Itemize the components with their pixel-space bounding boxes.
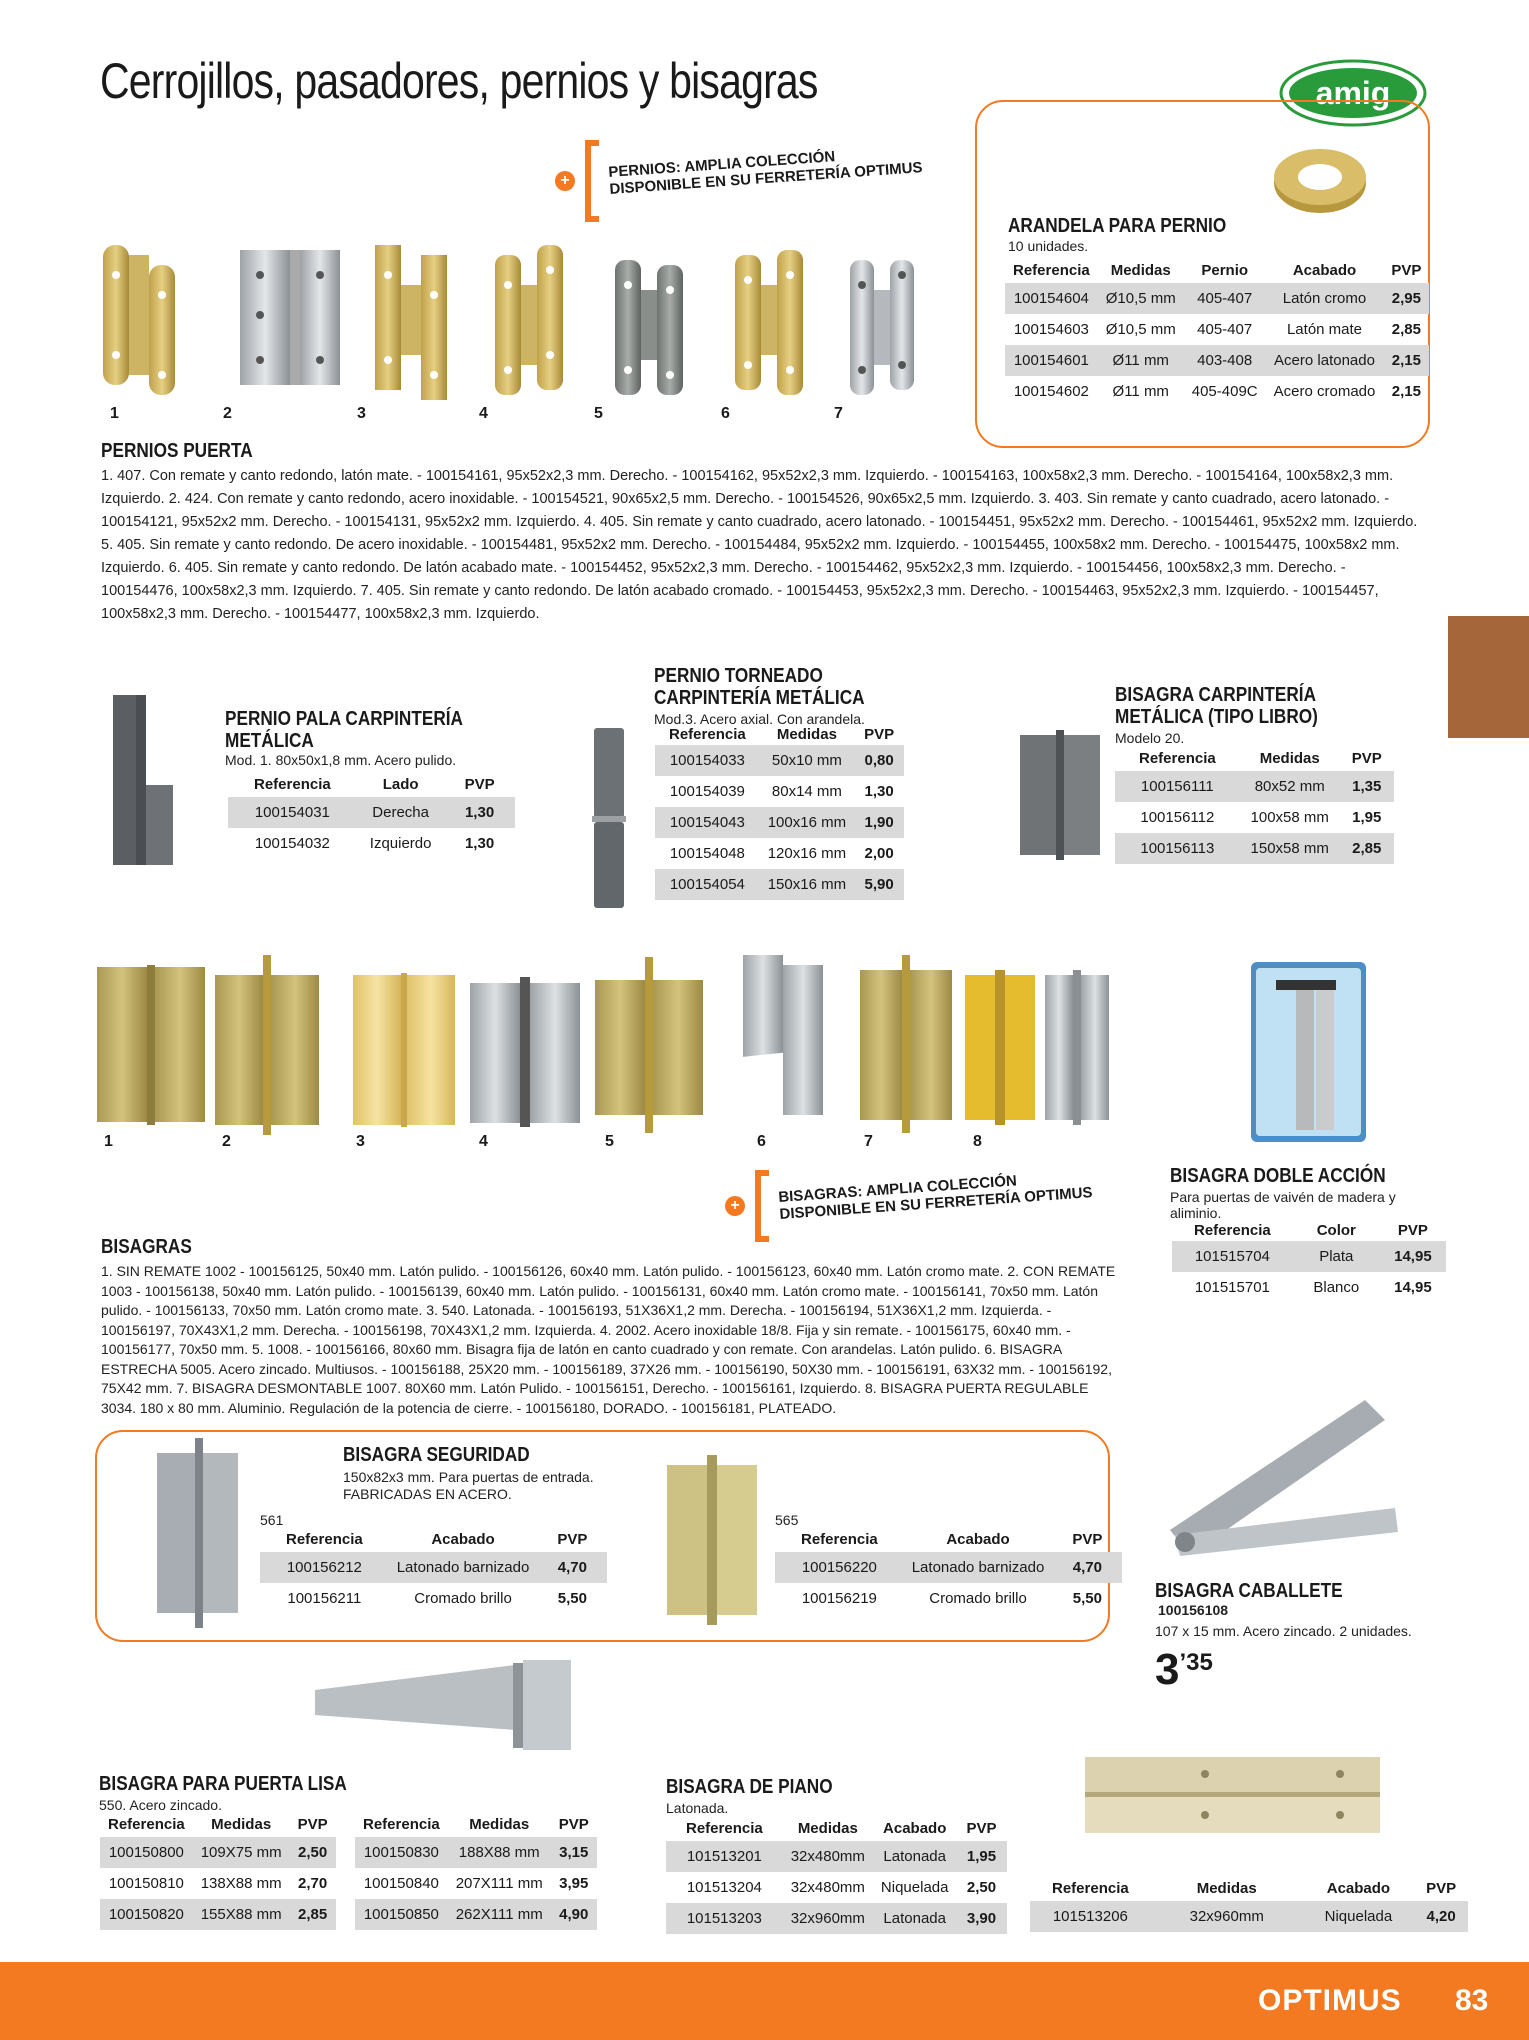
table-row: 100150800 109X75 mm 2,50: [100, 1837, 336, 1868]
pernio-torneado-table: [655, 724, 904, 900]
table-row: 100154048 120x16 mm 2,00: [669, 845, 894, 862]
plus-icon: +: [725, 1196, 745, 1216]
pernios-note-text: PERNIOS: AMPLIA COLECCIÓN DISPONIBLE EN SU FERRETERÍA OPTIMUS: [607, 148, 924, 198]
bisagras-note-text: BISAGRAS: AMPLIA COLECCIÓN DISPONIBLE EN SU FERRETERÍA OPTIMUS: [777, 1172, 1094, 1223]
table-row: 100154602 Ø11 mm 405-409C Acero cromado 2,15: [1013, 383, 1421, 400]
pernio-pala-sub: Mod. 1. 80x50x1,8 mm. Acero pulido.: [225, 752, 457, 768]
doble-accion-image: [1246, 960, 1371, 1145]
pernio-pala-title: PERNIO PALA CARPINTERÍA METÁLICA: [225, 708, 463, 752]
price-integer: 3: [1155, 1645, 1180, 1694]
table-row: 101513203 32x960mm Latonada 3,90: [666, 1903, 1007, 1934]
bisagra-number: 7: [864, 1133, 873, 1150]
seguridad-model-565: 565: [775, 1512, 799, 1528]
piano-table-2: [1030, 1876, 1468, 1932]
arandela-table: [1005, 258, 1429, 407]
caballete-price: [1155, 1645, 1213, 1695]
piano-table-1: [666, 1816, 1007, 1934]
table-header: Referencia Medidas PVP: [363, 1816, 589, 1833]
svg-text:amig: amig: [1315, 75, 1391, 111]
puerta-lisa-image: [310, 1655, 575, 1755]
table-row: 101513206 32x960mm Niquelada 4,20: [1030, 1901, 1468, 1932]
puerta-lisa-sub: 550. Acero zincado.: [99, 1797, 222, 1813]
bisagras-note: [725, 1170, 1099, 1242]
table-header: Referencia Medidas Pernio Acabado PVP: [1013, 262, 1422, 279]
bisagra-number: 8: [973, 1133, 982, 1150]
table-header: Referencia Medidas PVP: [1139, 750, 1382, 767]
bisagras-desc: 1. SIN REMATE 1002 - 100156125, 50x40 mm. Latón pulido. - 100156126, 60x40 mm. Latón pulido. - 100156123, 60x40 mm. Latón cromo mate. 2. CON REMATE 1003 - 100156138, 50x40 mm. Latón pulido. - 100156139, 60x40 mm. Latón pulido. - 100156131, 60x40 mm. Latón cromo mate. - 100156141, 70x50 mm. Latón pulido. - 100156133, 70x50 mm. Latón cromo mate. 3. 540. Latonada. - 100156193, 51X36X1,2 mm. Derecha. - 100156194, 51X36X1,2 mm. Izquierda. - 100156197, 70X43X1,2 mm. Derecha. - 100156198, 70X43X1,2 mm. Izquierda. 4. 2002. Acero inoxidable 18/8. Fija y sin remate. - 100156175, 60x40 mm. - 100156177, 70x50 mm. 5. 1008. - 100156166, 80x60 mm. Bisagra fija de latón en canto cuadrado y con remate. Con arandelas. Latón pulido. 6. BISAGRA ESTRECHA 5005. Acero zincado. Multiusos. - 100156188, 25X20 mm. - 100156189, 37X26 mm. - 100156190, 50X30 mm. - 100156191, 63X32 mm. - 100156192, 75X42 mm. 7. BISAGRA DESMONTABLE 1007. 80X60 mm. Latón Pulido. - 100156151, Derecho. - 100156161, Izquierdo. 8. BISAGRA PUERTA REGULABLE 3034. 180 x 80 mm. Aluminio. Regulación de la potencia de cierre. - 100156180, DORADO. - 100156181, PLATEADO.: [101, 1263, 1116, 1416]
pernio-number: 1: [110, 405, 119, 422]
doble-accion-table: [1172, 1220, 1446, 1303]
bisagra-libro-table: [1115, 746, 1394, 864]
doble-accion-sub: Para puertas de vaivén de madera y aliminio.: [1170, 1189, 1396, 1221]
table-row: 100154043 100x16 mm 1,90: [655, 807, 904, 838]
seguridad-sub1: 150x82x3 mm. Para puertas de entrada.: [343, 1469, 594, 1485]
price-decimal: ’35: [1179, 1649, 1213, 1676]
table-row: 100154032 Izquierdo 1,30: [254, 835, 495, 852]
table-header: Referencia Medidas Acabado PVP: [686, 1820, 997, 1837]
seguridad-561-table: [260, 1527, 607, 1614]
seguridad-title: BISAGRA SEGURIDAD: [343, 1444, 530, 1466]
pernio-torneado-image: [592, 728, 626, 908]
table-row: 100156211 Cromado brillo 5,50: [287, 1590, 587, 1607]
table-row: 100150830 188X88 mm 3,15: [355, 1837, 597, 1868]
pernios-note: [555, 140, 929, 222]
doble-accion-title: BISAGRA DOBLE ACCIÓN: [1170, 1165, 1386, 1187]
bisagras-images: [95, 955, 1120, 1135]
table-row: 100156212 Latonado barnizado 4,70: [260, 1552, 607, 1583]
arandela-sub: 10 unidades.: [1008, 238, 1089, 254]
table-header: Referencia Acabado PVP: [801, 1531, 1103, 1548]
arandela-title: ARANDELA PARA PERNIO: [1008, 215, 1227, 237]
bracket-icon: [755, 1170, 769, 1242]
section-tab: [1448, 616, 1529, 738]
caballete-image: [1160, 1390, 1410, 1560]
table-header: Referencia Lado PVP: [254, 776, 495, 793]
bisagra-number: 3: [356, 1133, 365, 1150]
pernio-number: 7: [834, 405, 843, 422]
table-row: 100156112 100x58 mm 1,95: [1140, 809, 1382, 826]
table-row: 101515701 Blanco 14,95: [1194, 1279, 1432, 1296]
pernio-pala-table: [228, 772, 515, 859]
seguridad-565-table: [775, 1527, 1122, 1614]
table-row: 100150840 207X111 mm 3,95: [363, 1875, 589, 1892]
table-row: 100156220 Latonado barnizado 4,70: [775, 1552, 1122, 1583]
page-footer: [0, 1962, 1529, 2040]
bisagras-title: BISAGRAS: [101, 1236, 192, 1258]
puerta-lisa-table-1: [100, 1812, 336, 1930]
bisagra-number: 1: [104, 1133, 113, 1150]
pernio-pala-image: [108, 690, 178, 875]
bisagra-libro-sub: Modelo 20.: [1115, 730, 1185, 746]
table-row: 100156113 150x58 mm 2,85: [1115, 833, 1394, 864]
bisagra-number: 6: [757, 1133, 766, 1150]
pernio-number: 4: [479, 405, 488, 422]
pernio-torneado-sub: Mod.3. Acero axial. Con arandela.: [654, 711, 865, 727]
table-row: 100154604 Ø10,5 mm 405-407 Latón cromo 2,95: [1005, 283, 1429, 314]
puerta-lisa-title: BISAGRA PARA PUERTA LISA: [99, 1773, 347, 1795]
bisagra-libro-image: [1020, 730, 1100, 860]
seguridad-model-561: 561: [260, 1512, 284, 1528]
pernios-puerta-title: PERNIOS PUERTA: [101, 440, 253, 462]
washer-image: [1270, 145, 1370, 215]
seguridad-565-image: [665, 1455, 760, 1625]
seguridad-561-image: [155, 1438, 240, 1628]
table-row: 101515704 Plata 14,95: [1172, 1241, 1446, 1272]
table-header: Referencia Color PVP: [1194, 1222, 1428, 1239]
table-row: 100154039 80x14 mm 1,30: [669, 783, 894, 800]
bisagra-libro-title: BISAGRA CARPINTERÍA METÁLICA (TIPO LIBRO): [1115, 684, 1318, 728]
page-title: Cerrojillos, pasadores, pernios y bisagras: [100, 53, 818, 109]
table-row: 100154031 Derecha 1,30: [228, 797, 515, 828]
table-row: 100154601 Ø11 mm 403-408 Acero latonado 2,15: [1005, 345, 1429, 376]
table-row: 101513204 32x480mm Niquelada 2,50: [686, 1879, 997, 1896]
table-header: Referencia Medidas PVP: [108, 1816, 328, 1833]
table-row: 100150850 262X111 mm 4,90: [355, 1899, 597, 1930]
pernio-number: 3: [357, 405, 366, 422]
table-row: 100150820 155X88 mm 2,85: [100, 1899, 336, 1930]
table-row: 100154033 50x10 mm 0,80: [655, 745, 904, 776]
caballete-ref: 100156108: [1158, 1602, 1229, 1618]
pernio-torneado-title: PERNIO TORNEADO CARPINTERÍA METÁLICA: [654, 665, 865, 709]
piano-title: BISAGRA DE PIANO: [666, 1776, 833, 1798]
table-row: 101513201 32x480mm Latonada 1,95: [666, 1841, 1007, 1872]
table-header: Referencia Medidas Acabado PVP: [1052, 1880, 1457, 1897]
bisagra-number: 5: [605, 1133, 614, 1150]
table-header: Referencia Acabado PVP: [286, 1531, 588, 1548]
pernios-puerta-desc: 1. 407. Con remate y canto redondo, latón mate. - 100154161, 95x52x2,3 mm. Derecho. - 100154162, 95x52x2,3 mm. Izquierdo. - 100154163, 100x58x2,3 mm. Derecho. - 100154164, 100x58x2,3 mm. Izquierdo. 2. 424. Con remate y canto redondo, acero inoxidable. - 100154521, 90x65x2,5 mm. Derecho. - 100154526, 90x65x2,5 mm. Izquierdo. 3. 403. Sin remate y canto cuadrado, acero latonado. - 100154121, 95x52x2 mm. Derecho. - 100154131, 95x52x2 mm. Izquierdo. 4. 405. Sin remate y canto cuadrado, acero latonado. - 100154451, 95x52x2 mm. Derecho. - 100154461, 95x52x2 mm. Izquierdo. 5. 405. Sin remate y canto redondo. De acero inoxidable. - 100154481, 95x52x2 mm. Derecho. - 100154484, 95x52x2 mm. Izquierdo. - 100154455, 100x58x2 mm. Derecho. - 100154475, 100x58x2 mm. Izquierdo. 6. 405. Sin remate y canto redondo. De latón acabado mate. - 100154452, 95x52x2,3 mm. Derecho. - 100154462, 95x52x2,3 mm. Izquierdo. - 100154456, 100x58x2,3 mm. Derecho. - 100154476, 100x58x2,3 mm. Izquierdo. 7. 405. Sin remate y canto redondo. De latón acabado cromado. - 100154453, 95x52x2,3 mm. Derecho. - 100154463, 95x52x2,3 mm. Izquierdo. - 100154457, 100x58x2,3 mm. Derecho. - 100154477, 100x58x2,3 mm. Izquierdo.: [101, 468, 1418, 622]
pernio-number: 6: [721, 405, 730, 422]
table-row: 100156219 Cromado brillo 5,50: [801, 1590, 1102, 1607]
pernio-number: 5: [594, 405, 603, 422]
table-row: 100156111 80x52 mm 1,35: [1115, 771, 1394, 802]
bisagra-number: 4: [479, 1133, 488, 1150]
seguridad-sub2: FABRICADAS EN ACERO.: [343, 1486, 512, 1502]
caballete-title: BISAGRA CABALLETE: [1155, 1580, 1343, 1602]
piano-image: [1085, 1752, 1380, 1837]
pernios-images: [95, 235, 945, 410]
table-row: 100150810 138X88 mm 2,70: [108, 1875, 328, 1892]
puerta-lisa-table-2: [355, 1812, 597, 1930]
caballete-sub: 107 x 15 mm. Acero zincado. 2 unidades.: [1155, 1623, 1412, 1639]
bracket-icon: [585, 140, 599, 222]
page-number: 83: [1455, 1984, 1489, 2017]
table-row: 100154054 150x16 mm 5,90: [655, 869, 904, 900]
pernio-number: 2: [223, 405, 232, 422]
plus-icon: +: [555, 171, 575, 191]
bisagra-number: 2: [222, 1133, 231, 1150]
table-header: Referencia Medidas PVP: [669, 726, 895, 743]
table-row: 100154603 Ø10,5 mm 405-407 Latón mate 2,85: [1013, 321, 1421, 338]
piano-sub: Latonada.: [666, 1800, 729, 1816]
footer-brand: OPTIMUS: [1258, 1984, 1402, 2017]
